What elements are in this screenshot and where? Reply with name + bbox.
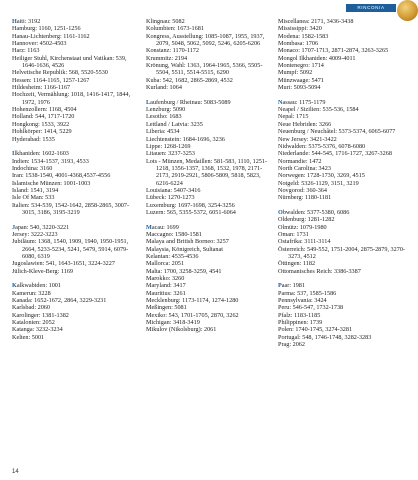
index-entry: Pfalz: 1183-1185 (278, 311, 321, 319)
index-entry-text: aiti: 3192 (16, 18, 41, 25)
index-entry: Lesotho: 1683 (146, 113, 182, 121)
index-entry: Luxemburg: 1697-1698, 3254-3256 (146, 201, 235, 209)
section-spacer (12, 143, 138, 150)
index-entry: Luzern: 565, 5355-5372, 6051-6064 (146, 208, 236, 216)
section-spacer (12, 275, 138, 282)
section-initial: M (146, 223, 152, 231)
index-entry: Mississippi: 3420 (278, 25, 322, 33)
section-initial: J (12, 223, 16, 231)
index-entry: Miscellanea: 2171, 3436-3438 (278, 18, 354, 25)
index-entry (12, 18, 138, 25)
index-entry-text: apan: 540, 3220-3221 (15, 223, 70, 231)
index-entry: Italien: 534-539, 1542-1642, 2858-2865, 3007-3015, 3186, 3195-3219 (12, 201, 130, 216)
index-entry: Michigan: 3418-3419 (146, 319, 200, 327)
page-number: 14 (12, 469, 19, 475)
index-entry: Hamburg: 1160, 1251-1256 (12, 25, 81, 33)
index-entry-text: alkwabiden: 1001 (16, 282, 61, 290)
index-entry: Harz: 1163 (12, 47, 40, 55)
index-entry: Normandie: 1472 (278, 157, 322, 165)
index-entry: Marokko: 3260 (146, 275, 185, 283)
index-entry: Lots - Münzen, Medaillen: 581-583, 1110, 1251-1218, 1356-1357, 1368, 1532, 1978, 2171-2173, 2919-2921, 5806-5809, 5818, 5823, 6216-6224 (146, 157, 268, 187)
index-entry: Portugal: 548, 1746-1748, 3282-3283 (278, 333, 372, 341)
index-column-2 (146, 18, 270, 334)
index-entry (12, 282, 138, 289)
index-entry: Niederlande: 544-545, 1716-1727, 3267-3268 (278, 150, 392, 158)
index-entry: Kurland: 1064 (146, 84, 182, 92)
index-entry: Mallorca: 2051 (146, 260, 184, 268)
index-entry: Ostafrika: 3111-3114 (278, 238, 331, 246)
index-entry: Maryland: 3417 (146, 282, 186, 290)
index-entry: North Carolina: 3423 (278, 164, 331, 172)
index-entry: Münzwaage: 5471 (278, 76, 324, 84)
index-entry-text: assau: 1175-1179 (282, 98, 326, 106)
index-entry: Hanau-Lichtenberg: 1161-1162 (12, 32, 90, 40)
index-entry: Lübeck: 1270-1273 (146, 194, 195, 202)
index-entry: Kanada: 1652-1672, 2864, 3229-3231 (12, 297, 107, 305)
index-entry: Konstanz: 1170-1172 (146, 47, 199, 55)
index-entry (146, 99, 270, 106)
index-entry-text: lkhaniden: 1602-1603 (14, 150, 69, 158)
index-entry-text: aar: 1981 (281, 282, 305, 290)
index-entry: Island: 1541, 3194 (12, 186, 59, 194)
index-entry: Hannover: 4502-4503 (12, 40, 67, 48)
index-entry: Pennsylvania: 3424 (278, 297, 327, 305)
index-entry: Neue Hebriden: 3266 (278, 120, 332, 128)
index-entry: Jülich-Kleve-Berg: 1169 (12, 267, 74, 275)
index-entry: Modena: 1582-1583 (278, 32, 329, 40)
section-spacer (278, 275, 406, 282)
index-entry: Iran: 1538-1540, 4001-4368,4537-4556 (12, 172, 111, 180)
index-entry (12, 150, 138, 157)
index-entry: Mombasa: 1706 (278, 40, 319, 48)
section-initial: H (12, 18, 17, 25)
index-entry: Norwegen: 1728-1730, 3269, 4515 (278, 172, 365, 180)
index-entry: Mauritius: 3261 (146, 289, 186, 297)
index-entry: Krummitz: 2194 (146, 54, 188, 62)
section-initial: P (278, 282, 282, 290)
index-column-3 (278, 18, 406, 348)
index-entry (12, 224, 138, 231)
index-entry-text: aufenburg / Rheinau: 5083-5089 (150, 98, 231, 106)
section-initial: N (278, 98, 283, 106)
index-entry: Klingnau: 5082 (146, 18, 185, 25)
index-entry: Novgorod: 360-364 (278, 186, 327, 194)
index-entry: Indien: 1534-1537, 3193, 4533 (12, 157, 89, 165)
index-entry: Karlsbad: 2060 (12, 304, 50, 312)
index-entry-text: acau: 1699 (151, 223, 179, 231)
index-entry (146, 224, 270, 231)
index-entry: Kelantan: 4535-4536 (146, 253, 199, 260)
index-entry: Mecklenburg: 1173-1174, 1274-1280 (146, 297, 239, 305)
index-entry: Oman: 1731 (278, 230, 309, 238)
section-spacer (146, 91, 270, 98)
section-initial: I (12, 150, 15, 158)
index-entry: Kongress, Ausstellung: 1085-1087, 1955, 1937, 2079, 5048, 5062, 5092, 5246, 6205-6206 (146, 32, 265, 48)
section-tab: RINCONIA (346, 4, 396, 12)
index-entry: Holland: 544, 1717-1720 (12, 113, 75, 121)
index-entry: Nepal: 1715 (278, 113, 309, 121)
index-entry: Islamische Münzen: 1001-1003 (12, 179, 91, 187)
index-entry: Neapel / Sizilien: 535-536, 1584 (278, 106, 359, 114)
section-spacer (146, 216, 270, 223)
index-entry: Lettland / Latvia: 3235 (146, 120, 203, 128)
index-entry: Ottomanisches Reich: 3386-3387 (278, 267, 361, 275)
section-initial: L (146, 98, 151, 106)
index-entry: Litauen: 3237-3253 (146, 150, 195, 158)
index-entry: Hildesheim: 1166-1167 (12, 84, 71, 92)
index-entry: Hohenzollern: 1168, 4504 (12, 106, 77, 114)
index-entry: Krönung, Wahl: 1363, 1964-1965, 5366, 5505-5504, 5511, 5514-5515, 6290 (146, 62, 263, 77)
index-entry: Prag: 2062 (278, 341, 305, 349)
index-entry: Liechtenstein: 1684-1696, 3236 (146, 135, 225, 143)
index-entry: Malaysia, Königreich, Sultanat (146, 245, 223, 253)
index-entry: Oldenburg: 1281-1282 (278, 216, 335, 224)
index-entry: Philippinen: 1739 (278, 319, 323, 327)
index-entry: Kolumbien: 1673-1681 (146, 25, 204, 33)
index-entry: Polen: 1740-1745, 3274-3281 (278, 326, 353, 334)
index-entry: Kamerun: 3228 (12, 289, 51, 297)
index-entry: Jersey: 3222-3223 (12, 230, 58, 238)
index-entry: Mikulov (Nikolsburg): 2061 (146, 326, 217, 334)
index-entry: Malaya and British Borneo: 3257 (146, 238, 229, 246)
index-entry: Liberia: 4534 (146, 128, 180, 136)
index-entry: Österreich: 549-552, 1751-2004, 2875-2879, 3270-3273, 4512 (278, 245, 405, 260)
index-entry: Maccagno: 1580-1581 (146, 230, 202, 238)
index-entry (278, 282, 406, 289)
index-entry: Notgeld: 5326-1129, 3151, 3219 (278, 179, 359, 187)
index-entry: Louisiana: 5407-3416 (146, 186, 201, 194)
section-spacer (278, 91, 406, 98)
index-entry: Karolinger: 1381-1382 (12, 311, 69, 319)
index-entry: Kuba: 542, 1682, 2865-2869, 4532 (146, 76, 233, 84)
index-entry: Parma: 537, 1585-1586 (278, 289, 337, 297)
index-entry: New Jersey: 3421-3422 (278, 135, 337, 143)
section-initial: O (278, 208, 283, 216)
index-entry: Malta: 1700, 3258-3259, 4541 (146, 267, 222, 275)
index-entry: Hyderabad: 1535 (12, 135, 55, 143)
index-entry: Hessen: 1164-1165, 1257-1267 (12, 76, 90, 84)
index-entry: Helvetische Republik: 568, 5520-5530 (12, 69, 108, 77)
index-entry: Hochzeit, Vermählung: 1018, 1416-1417, 1844, 1972, 1976 (12, 91, 131, 106)
index-entry: Lippe: 1268-1269 (146, 142, 191, 150)
index-entry: Mexiko: 543, 1701-1705, 2870, 3262 (146, 311, 239, 319)
index-entry: Mumpf: 5092 (278, 69, 313, 77)
index-entry: Mongol Ilkhaniden: 4009-4011 (278, 54, 356, 62)
index-entry-text: bwalden: 5377-5380, 6086 (282, 208, 350, 216)
index-column-1 (12, 18, 138, 341)
index-entry: Katalonien: 2052 (12, 319, 55, 327)
index-entry: Indochina: 3160 (12, 164, 53, 172)
section-initial: K (12, 282, 17, 290)
index-entry: Öttingen: 1182 (278, 260, 316, 268)
index-entry: Jubiläum: 1368, 1540, 1909, 1940, 1950-1951, 2664, 5233-5234, 5241, 5479, 5914, 6079-6080, 6319 (12, 238, 129, 260)
index-entry: Peru: 546-547, 1732-1738 (278, 304, 344, 312)
index-entry: Muri: 5093-5094 (278, 84, 321, 92)
index-entry: Jugoslawien: 541, 1643-1651, 3224-3227 (12, 260, 115, 268)
index-entry: Neuenburg / Neuchâtel: 5373-5374, 6065-6077 (278, 128, 396, 136)
index-entry: Nürnberg: 1180-1181 (278, 194, 332, 202)
index-entry: Kelten: 5001 (12, 333, 45, 341)
index-entry: Hongkong: 1533, 3922 (12, 120, 70, 128)
index-entry: Isle Of Man: 533 (12, 194, 55, 202)
index-entry: Heiliger Stuhl, Kirchenstaat und Vatikan: 539, 1646-1636, 4526 (12, 54, 127, 70)
index-entry: Nidwalden: 5375-5376, 6078-6080 (278, 142, 366, 150)
index-entry: Montenegro: 1714 (278, 62, 324, 70)
index-entry (278, 209, 406, 216)
section-spacer (278, 202, 406, 209)
index-entry: Olmütz: 1079-1980 (278, 223, 327, 231)
section-spacer (12, 216, 138, 223)
index-entry: Hohlkörper: 1414, 5229 (12, 128, 72, 136)
index-entry: Monaco: 1707-1713, 2871-2874, 3263-3265 (278, 47, 389, 55)
index-entry (278, 99, 406, 106)
index-entry: Lenzburg: 5090 (146, 106, 186, 114)
index-entry: Meßingen: 5081 (146, 304, 187, 312)
header-bar (0, 0, 418, 12)
index-entry: Katanga: 3232-3234 (12, 326, 63, 334)
